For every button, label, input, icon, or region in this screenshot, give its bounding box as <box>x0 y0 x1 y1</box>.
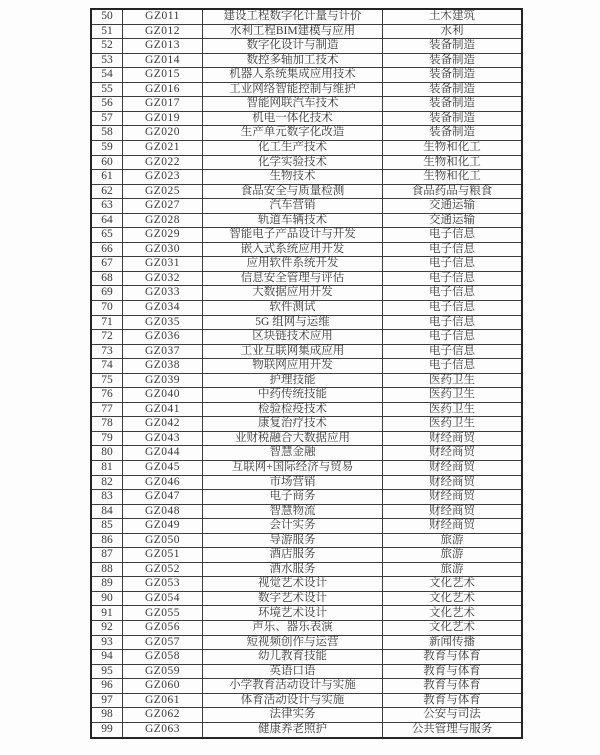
event-code-cell: GZ016 <box>123 82 203 97</box>
table-row <box>91 344 522 359</box>
event-code-cell: GZ034 <box>123 301 203 316</box>
table-row <box>91 184 522 199</box>
event-category-cell: 财经商贸 <box>383 446 523 461</box>
event-code-cell: GZ032 <box>123 271 203 286</box>
table-row <box>91 155 522 170</box>
event-code-cell: GZ036 <box>123 330 203 345</box>
row-number-cell: 84 <box>91 504 123 519</box>
event-name-cell: 汽车营销 <box>203 199 383 214</box>
event-category-cell: 生物和化工 <box>383 155 523 170</box>
table-row <box>91 140 522 155</box>
table-row <box>91 286 522 301</box>
table-row <box>91 664 522 679</box>
table-row <box>91 199 522 214</box>
event-code-cell: GZ057 <box>123 635 203 650</box>
row-number-cell: 62 <box>91 184 123 199</box>
table-row <box>91 679 522 694</box>
event-category-cell: 文化艺术 <box>383 606 523 621</box>
event-name-cell: 智能网联汽车技术 <box>203 97 383 112</box>
row-number-cell: 66 <box>91 242 123 257</box>
row-number-cell: 90 <box>91 591 123 606</box>
table-row <box>91 446 522 461</box>
event-name-cell: 小学教育活动设计与实施 <box>203 679 383 694</box>
table-row <box>91 228 522 243</box>
event-name-cell: 工业网络智能控制与维护 <box>203 82 383 97</box>
event-code-cell: GZ051 <box>123 548 203 563</box>
event-name-cell: 幼儿教育技能 <box>203 650 383 665</box>
event-code-cell: GZ019 <box>123 111 203 126</box>
table-row <box>91 533 522 548</box>
event-category-cell: 生物和化工 <box>383 170 523 185</box>
row-number-cell: 83 <box>91 490 123 505</box>
row-number-cell: 97 <box>91 693 123 708</box>
table-row <box>91 126 522 141</box>
event-code-cell: GZ045 <box>123 461 203 476</box>
event-code-cell: GZ055 <box>123 606 203 621</box>
event-category-cell: 食品药品与粮食 <box>383 184 523 199</box>
event-category-cell: 旅游 <box>383 548 523 563</box>
event-code-cell: GZ047 <box>123 490 203 505</box>
event-category-cell: 装备制造 <box>383 53 523 68</box>
table-row <box>91 519 522 534</box>
event-code-cell: GZ049 <box>123 519 203 534</box>
row-number-cell: 74 <box>91 359 123 374</box>
event-name-cell: 水利工程BIM建模与应用 <box>203 24 383 39</box>
event-code-cell: GZ041 <box>123 402 203 417</box>
table-row <box>91 271 522 286</box>
event-name-cell: 化工生产技术 <box>203 140 383 155</box>
event-category-cell: 电子信息 <box>383 330 523 345</box>
row-number-cell: 60 <box>91 155 123 170</box>
event-code-cell: GZ030 <box>123 242 203 257</box>
table-row <box>91 315 522 330</box>
event-code-cell: GZ017 <box>123 97 203 112</box>
row-number-cell: 61 <box>91 170 123 185</box>
row-number-cell: 76 <box>91 388 123 403</box>
table-row <box>91 388 522 403</box>
table-row <box>91 431 522 446</box>
table-row <box>91 257 522 272</box>
event-name-cell: 体育活动设计与实施 <box>203 693 383 708</box>
event-category-cell: 电子信息 <box>383 301 523 316</box>
event-code-cell: GZ023 <box>123 170 203 185</box>
event-code-cell: GZ014 <box>123 53 203 68</box>
table-row <box>91 708 522 723</box>
table-row <box>91 39 522 54</box>
event-name-cell: 酒水服务 <box>203 562 383 577</box>
event-category-cell: 教育与体育 <box>383 650 523 665</box>
event-name-cell: 建设工程数字化计量与计价 <box>203 9 383 24</box>
competition-table-body <box>91 9 522 738</box>
table-row <box>91 591 522 606</box>
row-number-cell: 50 <box>91 9 123 24</box>
event-category-cell: 装备制造 <box>383 126 523 141</box>
event-name-cell: 声乐、器乐表演 <box>203 621 383 636</box>
event-name-cell: 化学实验技术 <box>203 155 383 170</box>
event-name-cell: 智慧金融 <box>203 446 383 461</box>
event-category-cell: 旅游 <box>383 533 523 548</box>
event-code-cell: GZ043 <box>123 431 203 446</box>
table-row <box>91 461 522 476</box>
event-name-cell: 智能电子产品设计与开发 <box>203 228 383 243</box>
event-name-cell: 短视频创作与运营 <box>203 635 383 650</box>
event-category-cell: 电子信息 <box>383 228 523 243</box>
event-name-cell: 检验检疫技术 <box>203 402 383 417</box>
table-row <box>91 606 522 621</box>
event-category-cell: 电子信息 <box>383 286 523 301</box>
event-name-cell: 嵌入式系统应用开发 <box>203 242 383 257</box>
event-name-cell: 物联网应用开发 <box>203 359 383 374</box>
row-number-cell: 57 <box>91 111 123 126</box>
event-code-cell: GZ044 <box>123 446 203 461</box>
table-row <box>91 111 522 126</box>
table-row <box>91 301 522 316</box>
event-code-cell: GZ060 <box>123 679 203 694</box>
row-number-cell: 85 <box>91 519 123 534</box>
event-code-cell: GZ031 <box>123 257 203 272</box>
row-number-cell: 71 <box>91 315 123 330</box>
table-row <box>91 170 522 185</box>
event-name-cell: 英语口语 <box>203 664 383 679</box>
event-code-cell: GZ020 <box>123 126 203 141</box>
row-number-cell: 68 <box>91 271 123 286</box>
row-number-cell: 53 <box>91 53 123 68</box>
event-code-cell: GZ033 <box>123 286 203 301</box>
row-number-cell: 55 <box>91 82 123 97</box>
event-code-cell: GZ059 <box>123 664 203 679</box>
event-category-cell: 电子信息 <box>383 257 523 272</box>
event-name-cell: 软件测试 <box>203 301 383 316</box>
table-row <box>91 242 522 257</box>
event-category-cell: 新闻传播 <box>383 635 523 650</box>
event-code-cell: GZ039 <box>123 373 203 388</box>
event-code-cell: GZ027 <box>123 199 203 214</box>
event-category-cell: 电子信息 <box>383 344 523 359</box>
table-row <box>91 475 522 490</box>
event-category-cell: 公安与司法 <box>383 708 523 723</box>
event-category-cell: 财经商贸 <box>383 431 523 446</box>
event-category-cell: 电子信息 <box>383 315 523 330</box>
row-number-cell: 88 <box>91 562 123 577</box>
event-category-cell: 电子信息 <box>383 242 523 257</box>
event-name-cell: 数控多轴加工技术 <box>203 53 383 68</box>
event-category-cell: 医药卫生 <box>383 402 523 417</box>
row-number-cell: 96 <box>91 679 123 694</box>
event-code-cell: GZ011 <box>123 9 203 24</box>
table-row <box>91 504 522 519</box>
row-number-cell: 98 <box>91 708 123 723</box>
event-code-cell: GZ028 <box>123 213 203 228</box>
event-name-cell: 轨道车辆技术 <box>203 213 383 228</box>
table-row <box>91 693 522 708</box>
event-name-cell: 视觉艺术设计 <box>203 577 383 592</box>
event-code-cell: GZ050 <box>123 533 203 548</box>
table-row <box>91 621 522 636</box>
event-category-cell: 装备制造 <box>383 39 523 54</box>
event-code-cell: GZ056 <box>123 621 203 636</box>
table-row <box>91 24 522 39</box>
event-code-cell: GZ042 <box>123 417 203 432</box>
event-code-cell: GZ022 <box>123 155 203 170</box>
event-name-cell: 生物技术 <box>203 170 383 185</box>
event-code-cell: GZ037 <box>123 344 203 359</box>
row-number-cell: 51 <box>91 24 123 39</box>
row-number-cell: 94 <box>91 650 123 665</box>
event-category-cell: 文化艺术 <box>383 621 523 636</box>
table-row <box>91 330 522 345</box>
event-name-cell: 环境艺术设计 <box>203 606 383 621</box>
row-number-cell: 86 <box>91 533 123 548</box>
row-number-cell: 75 <box>91 373 123 388</box>
row-number-cell: 89 <box>91 577 123 592</box>
table-row <box>91 402 522 417</box>
event-category-cell: 电子信息 <box>383 359 523 374</box>
event-code-cell: GZ025 <box>123 184 203 199</box>
event-name-cell: 区块链技术应用 <box>203 330 383 345</box>
row-number-cell: 82 <box>91 475 123 490</box>
row-number-cell: 70 <box>91 301 123 316</box>
row-number-cell: 91 <box>91 606 123 621</box>
row-number-cell: 59 <box>91 140 123 155</box>
event-name-cell: 业财税融合大数据应用 <box>203 431 383 446</box>
row-number-cell: 65 <box>91 228 123 243</box>
event-code-cell: GZ053 <box>123 577 203 592</box>
row-number-cell: 78 <box>91 417 123 432</box>
event-name-cell: 电子商务 <box>203 490 383 505</box>
competition-events-table <box>90 8 523 739</box>
row-number-cell: 64 <box>91 213 123 228</box>
table-row <box>91 97 522 112</box>
event-category-cell: 教育与体育 <box>383 679 523 694</box>
event-category-cell: 生物和化工 <box>383 140 523 155</box>
event-code-cell: GZ061 <box>123 693 203 708</box>
event-category-cell: 水利 <box>383 24 523 39</box>
event-category-cell: 土木建筑 <box>383 9 523 24</box>
event-name-cell: 导游服务 <box>203 533 383 548</box>
event-category-cell: 医药卫生 <box>383 388 523 403</box>
event-category-cell: 装备制造 <box>383 111 523 126</box>
event-category-cell: 文化艺术 <box>383 591 523 606</box>
event-name-cell: 市场营销 <box>203 475 383 490</box>
event-name-cell: 工业互联网集成应用 <box>203 344 383 359</box>
event-code-cell: GZ021 <box>123 140 203 155</box>
row-number-cell: 69 <box>91 286 123 301</box>
event-code-cell: GZ063 <box>123 722 203 738</box>
row-number-cell: 73 <box>91 344 123 359</box>
event-name-cell: 中药传统技能 <box>203 388 383 403</box>
table-row <box>91 635 522 650</box>
table-row <box>91 359 522 374</box>
event-name-cell: 生产单元数字化改造 <box>203 126 383 141</box>
event-category-cell: 装备制造 <box>383 68 523 83</box>
event-category-cell: 电子信息 <box>383 271 523 286</box>
table-row <box>91 722 522 738</box>
table-row <box>91 9 522 24</box>
event-name-cell: 健康养老照护 <box>203 722 383 738</box>
event-code-cell: GZ038 <box>123 359 203 374</box>
row-number-cell: 58 <box>91 126 123 141</box>
table-row <box>91 562 522 577</box>
table-row <box>91 548 522 563</box>
event-code-cell: GZ062 <box>123 708 203 723</box>
row-number-cell: 67 <box>91 257 123 272</box>
event-name-cell: 信息安全管理与评估 <box>203 271 383 286</box>
event-category-cell: 财经商贸 <box>383 475 523 490</box>
event-name-cell: 会计实务 <box>203 519 383 534</box>
event-category-cell: 装备制造 <box>383 97 523 112</box>
row-number-cell: 92 <box>91 621 123 636</box>
table-row <box>91 53 522 68</box>
row-number-cell: 81 <box>91 461 123 476</box>
row-number-cell: 95 <box>91 664 123 679</box>
event-code-cell: GZ013 <box>123 39 203 54</box>
event-category-cell: 财经商贸 <box>383 461 523 476</box>
event-code-cell: GZ012 <box>123 24 203 39</box>
table-row <box>91 373 522 388</box>
event-name-cell: 互联网+国际经济与贸易 <box>203 461 383 476</box>
table-row <box>91 68 522 83</box>
event-name-cell: 应用软件系统开发 <box>203 257 383 272</box>
event-name-cell: 机电一体化技术 <box>203 111 383 126</box>
event-name-cell: 数字艺术设计 <box>203 591 383 606</box>
event-category-cell: 教育与体育 <box>383 664 523 679</box>
event-code-cell: GZ015 <box>123 68 203 83</box>
event-name-cell: 智慧物流 <box>203 504 383 519</box>
event-name-cell: 酒店服务 <box>203 548 383 563</box>
event-category-cell: 交通运输 <box>383 213 523 228</box>
event-category-cell: 公共管理与服务 <box>383 722 523 738</box>
event-category-cell: 财经商贸 <box>383 519 523 534</box>
event-name-cell: 5G 组网与运维 <box>203 315 383 330</box>
row-number-cell: 72 <box>91 330 123 345</box>
event-name-cell: 食品安全与质量检测 <box>203 184 383 199</box>
row-number-cell: 54 <box>91 68 123 83</box>
event-code-cell: GZ058 <box>123 650 203 665</box>
event-name-cell: 机器人系统集成应用技术 <box>203 68 383 83</box>
row-number-cell: 77 <box>91 402 123 417</box>
event-category-cell: 财经商贸 <box>383 490 523 505</box>
row-number-cell: 93 <box>91 635 123 650</box>
table-row <box>91 650 522 665</box>
event-code-cell: GZ035 <box>123 315 203 330</box>
event-category-cell: 交通运输 <box>383 199 523 214</box>
event-category-cell: 装备制造 <box>383 82 523 97</box>
event-category-cell: 财经商贸 <box>383 504 523 519</box>
event-code-cell: GZ029 <box>123 228 203 243</box>
event-category-cell: 旅游 <box>383 562 523 577</box>
row-number-cell: 99 <box>91 722 123 738</box>
event-code-cell: GZ052 <box>123 562 203 577</box>
row-number-cell: 63 <box>91 199 123 214</box>
event-code-cell: GZ040 <box>123 388 203 403</box>
event-category-cell: 医药卫生 <box>383 417 523 432</box>
event-name-cell: 法律实务 <box>203 708 383 723</box>
event-name-cell: 大数据应用开发 <box>203 286 383 301</box>
event-name-cell: 康复治疗技术 <box>203 417 383 432</box>
event-code-cell: GZ046 <box>123 475 203 490</box>
event-category-cell: 教育与体育 <box>383 693 523 708</box>
event-code-cell: GZ054 <box>123 591 203 606</box>
row-number-cell: 52 <box>91 39 123 54</box>
table-row <box>91 417 522 432</box>
row-number-cell: 79 <box>91 431 123 446</box>
row-number-cell: 56 <box>91 97 123 112</box>
event-category-cell: 医药卫生 <box>383 373 523 388</box>
event-code-cell: GZ048 <box>123 504 203 519</box>
table-row <box>91 490 522 505</box>
event-category-cell: 文化艺术 <box>383 577 523 592</box>
event-name-cell: 数字化设计与制造 <box>203 39 383 54</box>
row-number-cell: 80 <box>91 446 123 461</box>
table-row <box>91 213 522 228</box>
table-row <box>91 82 522 97</box>
table-row <box>91 577 522 592</box>
event-name-cell: 护理技能 <box>203 373 383 388</box>
row-number-cell: 87 <box>91 548 123 563</box>
